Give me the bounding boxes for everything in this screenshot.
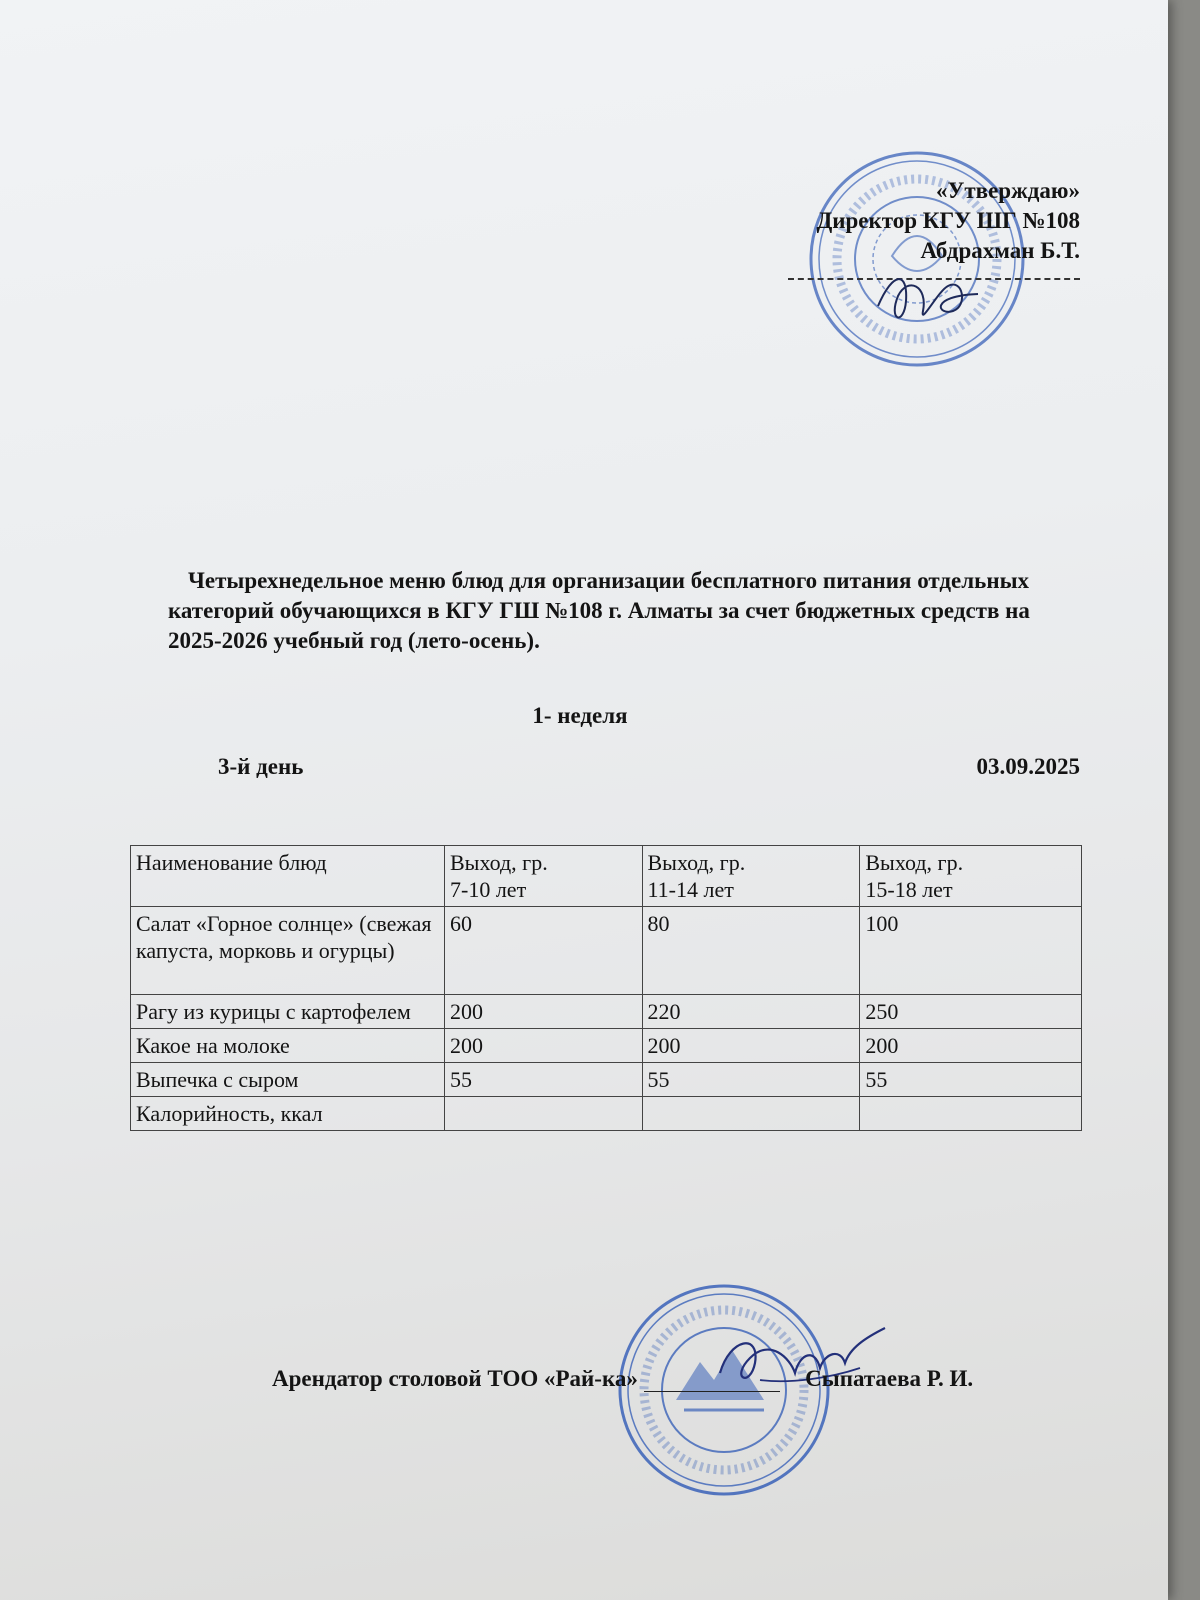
director-position: Директор КГУ ШГ №108 bbox=[816, 208, 1080, 233]
yield-15-18: 250 bbox=[860, 995, 1082, 1029]
yield-7-10: 200 bbox=[445, 1029, 643, 1063]
yield-15-18: 55 bbox=[860, 1063, 1082, 1097]
document-title: Четырехнедельное меню блюд для организации бесплатного питания отдельных категорий обучающихся в КГУ ГШ №108 г. Алматы за счет бюджетных средств на 2025-2026 учебный год (лето-осень). bbox=[168, 568, 1030, 653]
tenant-name: Сыпатаева Р. И. bbox=[805, 1366, 974, 1391]
dish-name: Выпечка с сыром bbox=[131, 1063, 445, 1097]
yield-15-18 bbox=[860, 1097, 1082, 1131]
yield-11-14 bbox=[642, 1097, 860, 1131]
day-label: 3-й день bbox=[218, 754, 304, 779]
approve-label: «Утверждаю» bbox=[936, 178, 1080, 203]
signature-underline bbox=[644, 1371, 780, 1392]
tenant-signature bbox=[700, 1318, 890, 1408]
director-name: Абдрахман Б.Т. bbox=[920, 238, 1080, 263]
yield-15-18: 100 bbox=[860, 907, 1082, 995]
week-label: 1- неделя bbox=[532, 703, 628, 728]
yield-11-14: 80 bbox=[642, 907, 860, 995]
yield-11-14: 220 bbox=[642, 995, 860, 1029]
menu-table bbox=[130, 845, 1082, 1131]
table-header-row bbox=[131, 846, 1082, 907]
yield-7-10: 55 bbox=[445, 1063, 643, 1097]
table-row bbox=[131, 1029, 1082, 1063]
yield-7-10 bbox=[445, 1097, 643, 1131]
approval-block bbox=[720, 176, 1080, 280]
dish-name: Рагу из курицы с картофелем bbox=[131, 995, 445, 1029]
dish-name: Салат «Горное солнце» (свежая капуста, морковь и огурцы) bbox=[131, 907, 445, 995]
header-dish-name: Наименование блюд bbox=[131, 846, 445, 907]
table-row bbox=[131, 995, 1082, 1029]
table-row bbox=[131, 1063, 1082, 1097]
header-yield-7-10: Выход, гр. 7-10 лет bbox=[445, 846, 643, 907]
table-row bbox=[131, 1097, 1082, 1131]
date-label: 03.09.2025 bbox=[976, 754, 1080, 779]
table-row bbox=[131, 907, 1082, 995]
director-signature bbox=[868, 266, 988, 336]
yield-11-14: 200 bbox=[642, 1029, 860, 1063]
header-yield-11-14: Выход, гр. 11-14 лет bbox=[642, 846, 860, 907]
dish-name: Калорийность, ккал bbox=[131, 1097, 445, 1131]
yield-11-14: 55 bbox=[642, 1063, 860, 1097]
footer-signature-line bbox=[272, 1366, 973, 1392]
yield-7-10: 200 bbox=[445, 995, 643, 1029]
yield-7-10: 60 bbox=[445, 907, 643, 995]
dish-name: Какое на молоке bbox=[131, 1029, 445, 1063]
yield-15-18: 200 bbox=[860, 1029, 1082, 1063]
header-yield-15-18: Выход, гр. 15-18 лет bbox=[860, 846, 1082, 907]
tenant-label: Арендатор столовой ТОО «Рай-ка» bbox=[272, 1366, 638, 1391]
